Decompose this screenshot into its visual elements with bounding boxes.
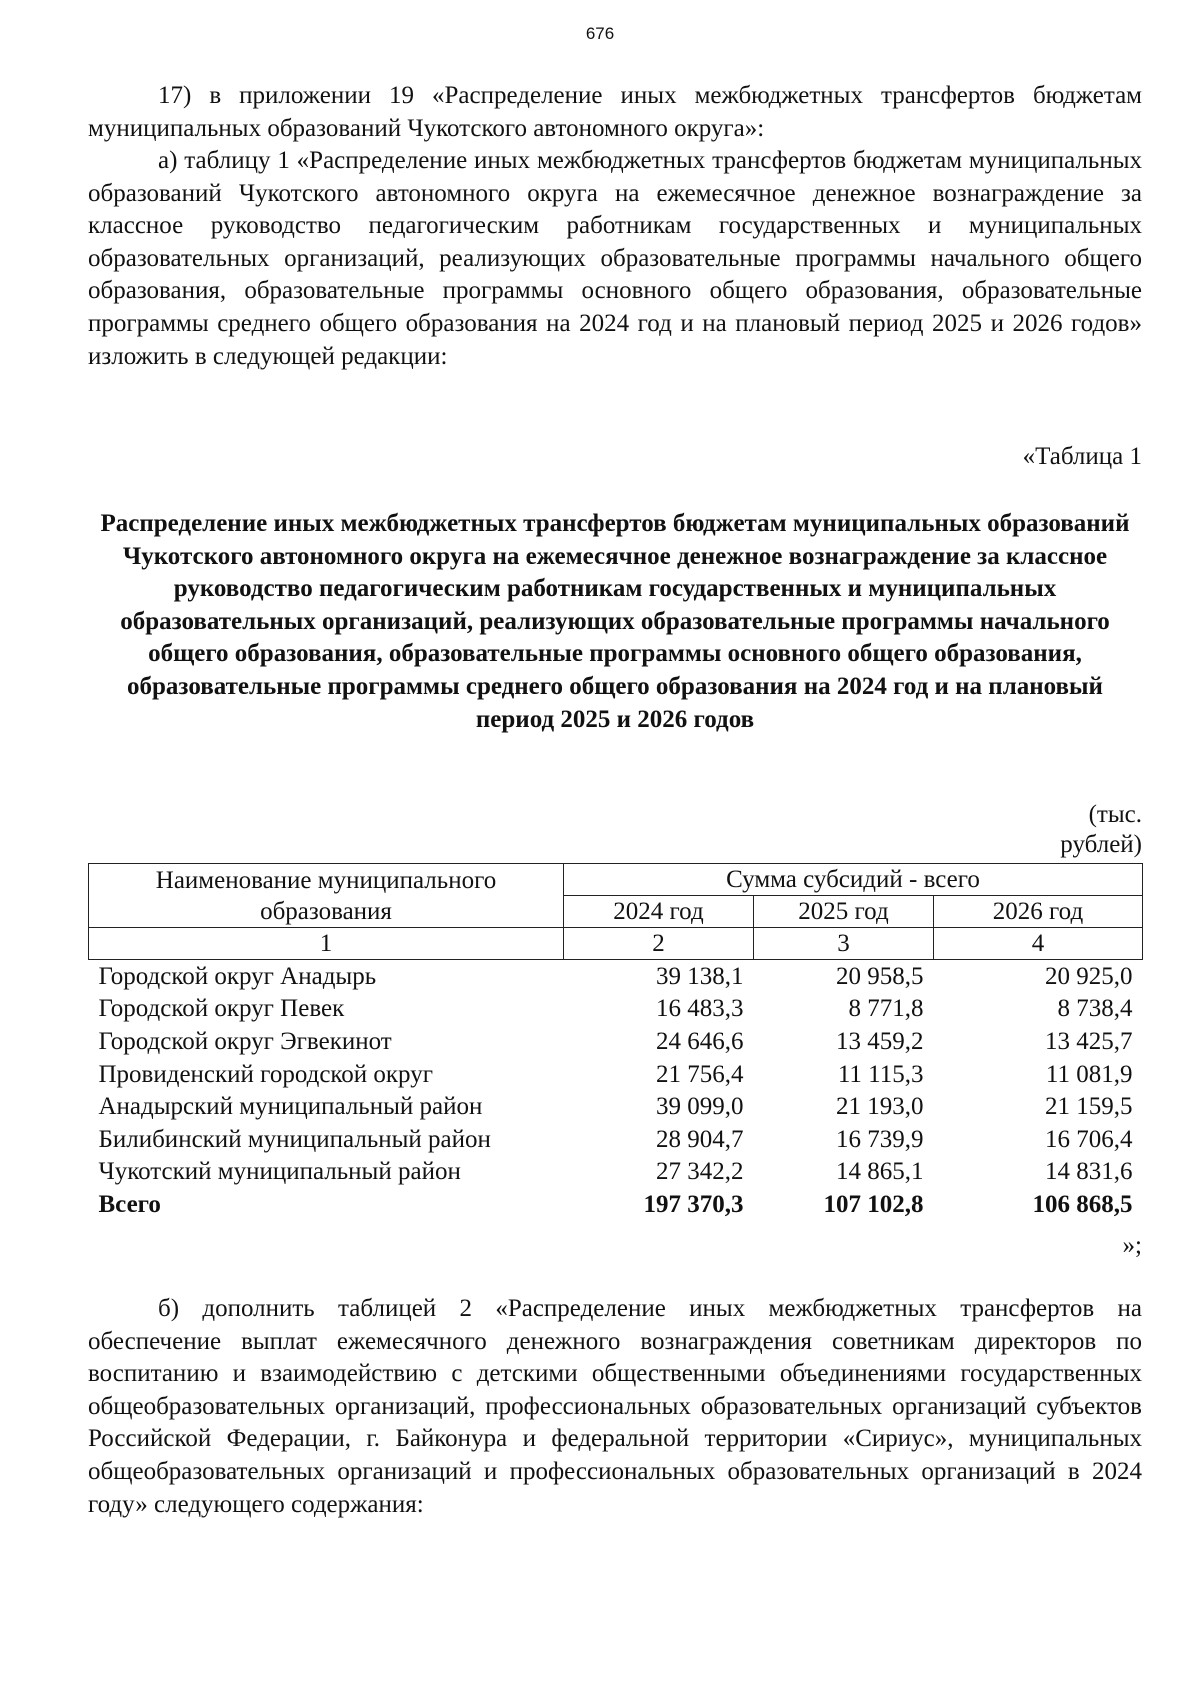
table-row (89, 960, 1143, 993)
row-value-2025: 13 459,2 (836, 1027, 924, 1055)
row-value-2026: 14 831,6 (1045, 1158, 1133, 1186)
header-name: Наименование муниципального образования (89, 864, 564, 928)
table-row (89, 1025, 1143, 1058)
row-value-2025: 20 958,5 (836, 962, 924, 990)
row-value-2026: 11 081,9 (1045, 1060, 1133, 1088)
row-name: Билибинский муниципальный район (98, 1125, 491, 1153)
table-row (89, 1090, 1143, 1123)
paragraph-a (88, 145, 1142, 373)
total-name: Всего (98, 1190, 161, 1218)
paragraph-a-text: а) таблицу 1 «Распределение иных межбюджетных трансфертов бюджетам муниципальных образований Чукотского автономного округа на ежемесячное денежное вознаграждение за классное руководство педагогическим работникам государственных и муниципальных образовательных организаций, реализующих образовательные программы начального общего образования, образовательные программы основного общего образования, образовательные программы среднего общего образования на 2024 год и на плановый период 2025 и 2026 годов» изложить в следующей редакции: (88, 147, 1142, 370)
row-name: Городской округ Певек (98, 995, 345, 1023)
col-number: 3 (754, 928, 934, 960)
table-colnum-row (89, 928, 1143, 960)
paragraph-b-text: б) дополнить таблицей 2 «Распределение иных межбюджетных трансфертов на обеспечение выплат ежемесячного денежного вознаграждения советникам директоров по воспитанию и взаимодействию с детскими общественными объединениями государственных общеобразовательных организаций, профессиональных образовательных организаций субъектов Российской Федерации, г. Байконура и федеральной территории «Сириус», муниципальных общеобразовательных организаций и профессиональных образовательных организаций в 2024 году» следующего содержания: (88, 1295, 1142, 1518)
transfers-table (88, 863, 1143, 1221)
table-label: «Таблица 1 (1022, 443, 1142, 470)
row-value-2025: 11 115,3 (837, 1060, 924, 1088)
row-value-2024: 39 099,0 (656, 1093, 744, 1121)
paragraph-b (88, 1293, 1142, 1521)
row-value-2026: 20 925,0 (1045, 962, 1133, 990)
paragraph-17-text: 17) в приложении 19 «Распределение иных межбюджетных трансфертов бюджетам муниципальных образований Чукотского автономного округа»: (88, 82, 1142, 142)
col-number: 1 (89, 928, 564, 960)
row-value-2024: 27 342,2 (656, 1158, 744, 1186)
row-value-2024: 39 138,1 (656, 962, 744, 990)
table-row (89, 1058, 1143, 1091)
total-value-2026: 106 868,5 (1032, 1190, 1133, 1218)
row-value-2025: 16 739,9 (836, 1125, 924, 1153)
row-value-2026: 21 159,5 (1045, 1093, 1133, 1121)
row-value-2025: 14 865,1 (836, 1158, 924, 1186)
table-total-row (89, 1188, 1143, 1221)
row-name: Городской округ Анадырь (98, 962, 377, 990)
table-row (89, 993, 1143, 1026)
header-sum: Сумма субсидий - всего (564, 864, 1143, 896)
row-value-2024: 24 646,6 (656, 1027, 744, 1055)
col-number: 2 (564, 928, 754, 960)
page-number: 676 (585, 24, 615, 43)
table-row (89, 1123, 1143, 1156)
header-year-2026: 2026 год (934, 896, 1143, 928)
paragraph-17 (88, 80, 1142, 145)
row-value-2026: 16 706,4 (1045, 1125, 1133, 1153)
row-value-2026: 8 738,4 (1057, 995, 1133, 1023)
row-value-2025: 8 771,8 (848, 995, 924, 1023)
row-value-2024: 21 756,4 (656, 1060, 744, 1088)
header-year-2025: 2025 год (754, 896, 934, 928)
units-note: (тыс. рублей) (1060, 801, 1142, 858)
row-value-2026: 13 425,7 (1045, 1027, 1133, 1055)
total-value-2024: 197 370,3 (643, 1190, 744, 1218)
row-name: Городской округ Эгвекинот (98, 1027, 392, 1055)
row-name: Чукотский муниципальный район (98, 1158, 461, 1186)
row-value-2025: 21 193,0 (836, 1093, 924, 1121)
col-number: 4 (934, 928, 1143, 960)
total-value-2025: 107 102,8 (823, 1190, 924, 1218)
row-name: Провиденский городской округ (98, 1060, 433, 1088)
row-name: Анадырский муниципальный район (98, 1093, 483, 1121)
table-row (89, 1156, 1143, 1189)
table-title: Распределение иных межбюджетных трансфертов бюджетам муниципальных образований Чукотского автономного округа на ежемесячное денежное вознаграждение за классное руководство педагогическим работникам государственных и муниципальных образовательных организаций, реализующих образовательные программы начального общего образования, образовательные программы основного общего образования, образовательные программы среднего общего образования на 2024 год и на плановый период 2025 и 2026 годов (100, 510, 1130, 733)
header-year-2024: 2024 год (564, 896, 754, 928)
table-header-row (89, 864, 1143, 896)
row-value-2024: 16 483,3 (656, 995, 744, 1023)
row-value-2024: 28 904,7 (656, 1125, 744, 1153)
closing-quote: »; (1122, 1232, 1142, 1259)
